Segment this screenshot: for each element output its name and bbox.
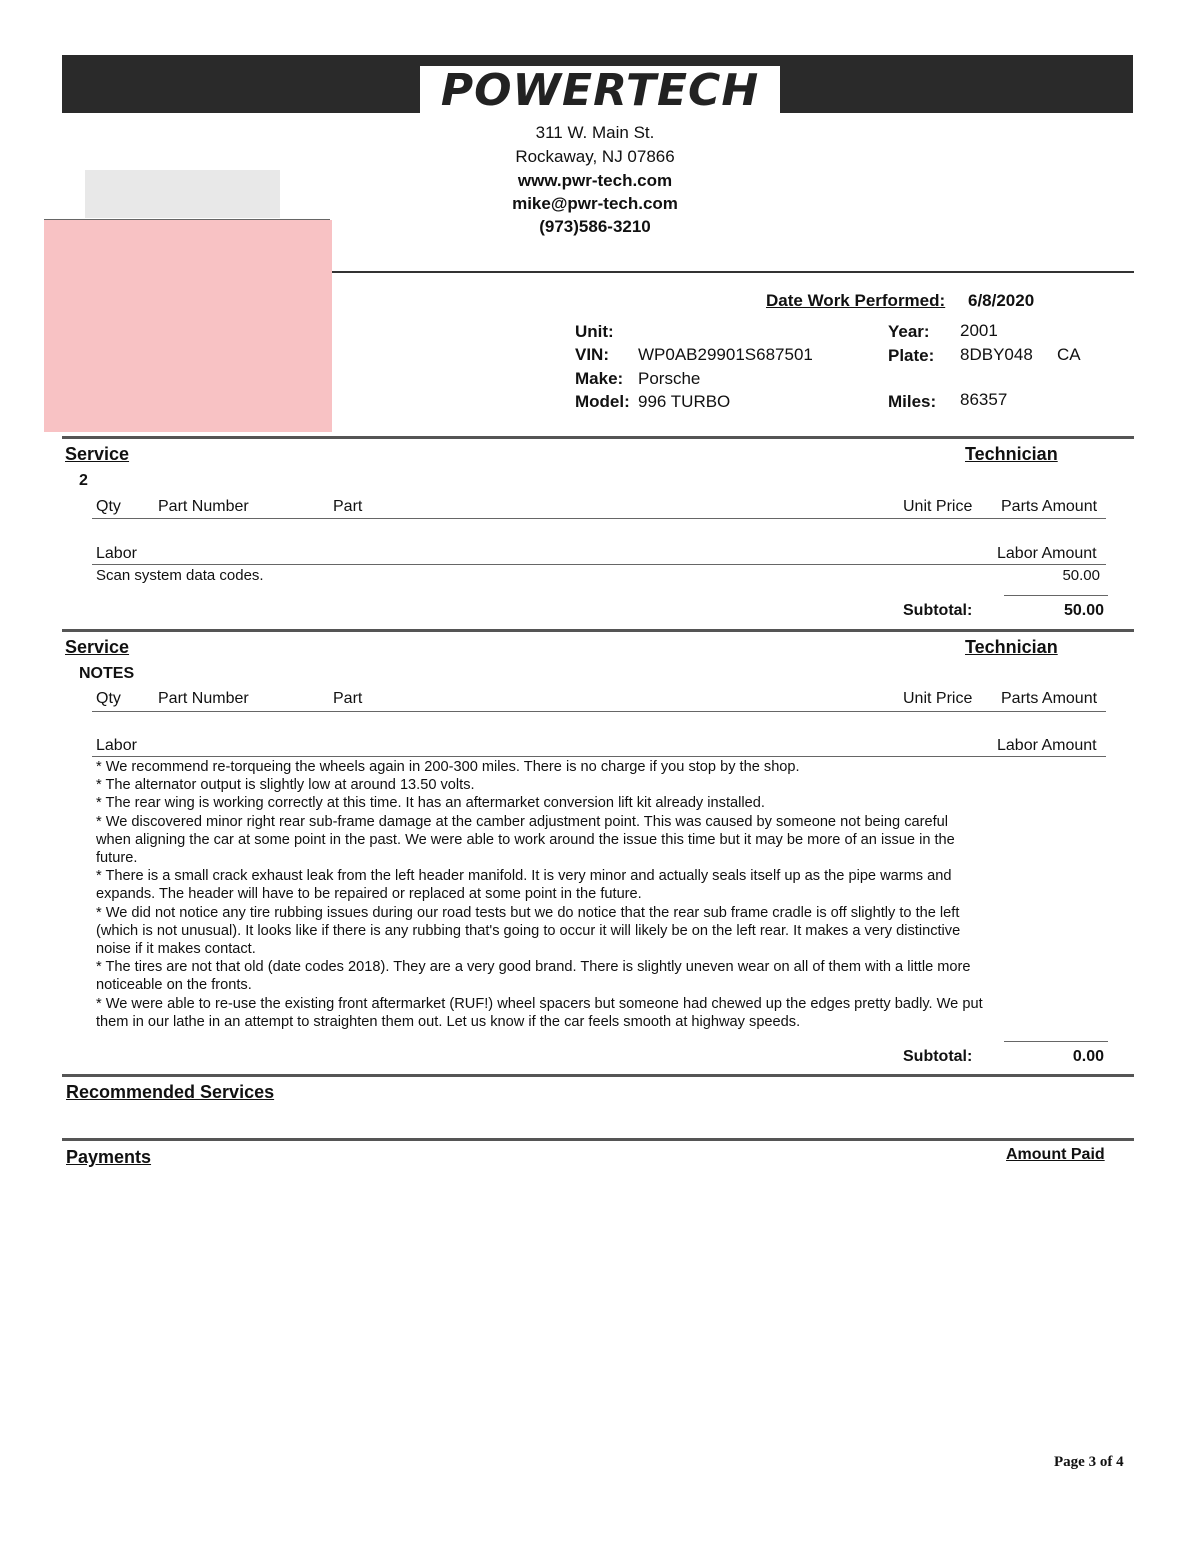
col-unit-price: Unit Price [903, 690, 973, 707]
plate-value: 8DBY048 [960, 345, 1033, 364]
note-item: * The rear wing is working correctly at this time. It has an aftermarket conversion lift kit already installed. [96, 795, 765, 812]
service-number: 2 [79, 472, 88, 489]
phone: (973)586-3210 [539, 217, 651, 236]
divider [44, 219, 330, 220]
subtotal-label: Subtotal: [903, 1048, 973, 1065]
recommended-services-title: Recommended Services [66, 1082, 275, 1102]
vin-value: WP0AB29901S687501 [638, 345, 813, 364]
subtotal-value: 50.00 [1063, 602, 1104, 619]
model-value: 996 TURBO [638, 392, 731, 411]
service-notes [96, 758, 986, 1031]
note-item: * We recommend re-torqueing the wheels again in 200-300 miles. There is no charge if you stop by the shop. [96, 759, 800, 775]
labor-label: Labor [96, 545, 137, 562]
unit-label: Unit: [575, 322, 614, 341]
year-label: Year: [888, 322, 930, 341]
note-item: * The alternator output is slightly low at around 13.50 volts. [96, 777, 475, 794]
note-item: * We were able to re-use the existing front aftermarket (RUF!) wheel spacers but someone had chewed up the edges pretty badly. We put them in our lathe in an attempt to straighten them out. Let us know if the car feels smooth at highway speeds. [96, 995, 983, 1030]
note-item: * We discovered minor right rear sub-frame damage at the camber adjustment point. This was caused by someone not being careful when aligning the car at some point in the past. We were able to work around the issue this time but it may be more of an issue in the future. [96, 813, 955, 867]
divider [92, 518, 1106, 519]
note-item: * There is a small crack exhaust leak from the left header manifold. It is very minor and actually seals itself up as the pipe warms and expands. The header will have to be repaired or replaced at some point in the future. [96, 868, 952, 903]
faded-stamp [85, 170, 280, 218]
labor-label: Labor [96, 737, 137, 754]
divider [92, 756, 1106, 757]
miles-label: Miles: [888, 392, 937, 411]
website: www.pwr-tech.com [517, 171, 673, 190]
labor-amount: 50.00 [1062, 567, 1100, 584]
divider [332, 271, 1134, 273]
subtotal-label: Subtotal: [903, 602, 973, 619]
divider [92, 711, 1106, 712]
col-parts-amount: Parts Amount [1001, 690, 1098, 707]
redacted-customer-block [44, 220, 332, 432]
amount-paid-label: Amount Paid [1006, 1146, 1105, 1163]
divider [1004, 595, 1108, 596]
year-value: 2001 [960, 321, 998, 340]
company-logo: POWERTECH [420, 66, 780, 116]
make-label: Make: [575, 369, 624, 388]
subtotal-value: 0.00 [1072, 1048, 1104, 1065]
labor-description: Scan system data codes. [96, 567, 264, 584]
service-title: Service [65, 444, 130, 464]
col-qty: Qty [96, 690, 121, 707]
labor-amount-label: Labor Amount [997, 545, 1097, 562]
technician-label: Technician [965, 444, 1058, 464]
email: mike@pwr-tech.com [512, 194, 678, 213]
divider [1004, 1041, 1108, 1042]
col-part-number: Part Number [158, 690, 249, 707]
col-part: Part [333, 498, 363, 515]
col-part-number: Part Number [158, 498, 249, 515]
miles-value: 86357 [960, 390, 1008, 409]
make-value: Porsche [638, 369, 701, 388]
model-label: Model: [575, 392, 630, 411]
col-unit-price: Unit Price [903, 498, 973, 515]
col-qty: Qty [96, 498, 121, 515]
col-part: Part [333, 690, 363, 707]
col-parts-amount: Parts Amount [1001, 498, 1098, 515]
divider [62, 1074, 1134, 1077]
address-line2: Rockaway, NJ 07866 [515, 147, 675, 166]
service-title: Service [65, 637, 130, 657]
date-label: Date Work Performed: [766, 291, 946, 310]
page-number: Page 3 of 4 [1054, 1454, 1124, 1470]
labor-amount-label: Labor Amount [997, 737, 1097, 754]
address-line1: 311 W. Main St. [535, 123, 655, 142]
technician-label: Technician [965, 637, 1058, 657]
date-value: 6/8/2020 [968, 291, 1035, 310]
service-number: NOTES [79, 665, 135, 682]
note-item: * We did not notice any tire rubbing issues during our road tests but we do notice that the rear sub frame cradle is off slightly to the left (which is not unusual). It looks like if there is any rubbing that's going to occur it will likely be on the left rear. It makes a very distinctive noise if it makes contact. [96, 904, 961, 958]
plate-label: Plate: [888, 346, 935, 365]
divider [62, 436, 1134, 439]
payments-title: Payments [66, 1147, 152, 1167]
note-item: * The tires are not that old (date codes 2018). They are a very good brand. There is slightly uneven wear on all of them with a little more noticeable on the fronts. [96, 959, 971, 994]
divider [92, 564, 1106, 565]
divider [62, 629, 1134, 632]
vin-label: VIN: [575, 345, 609, 364]
plate-state: CA [1057, 345, 1081, 364]
divider [62, 1138, 1134, 1141]
